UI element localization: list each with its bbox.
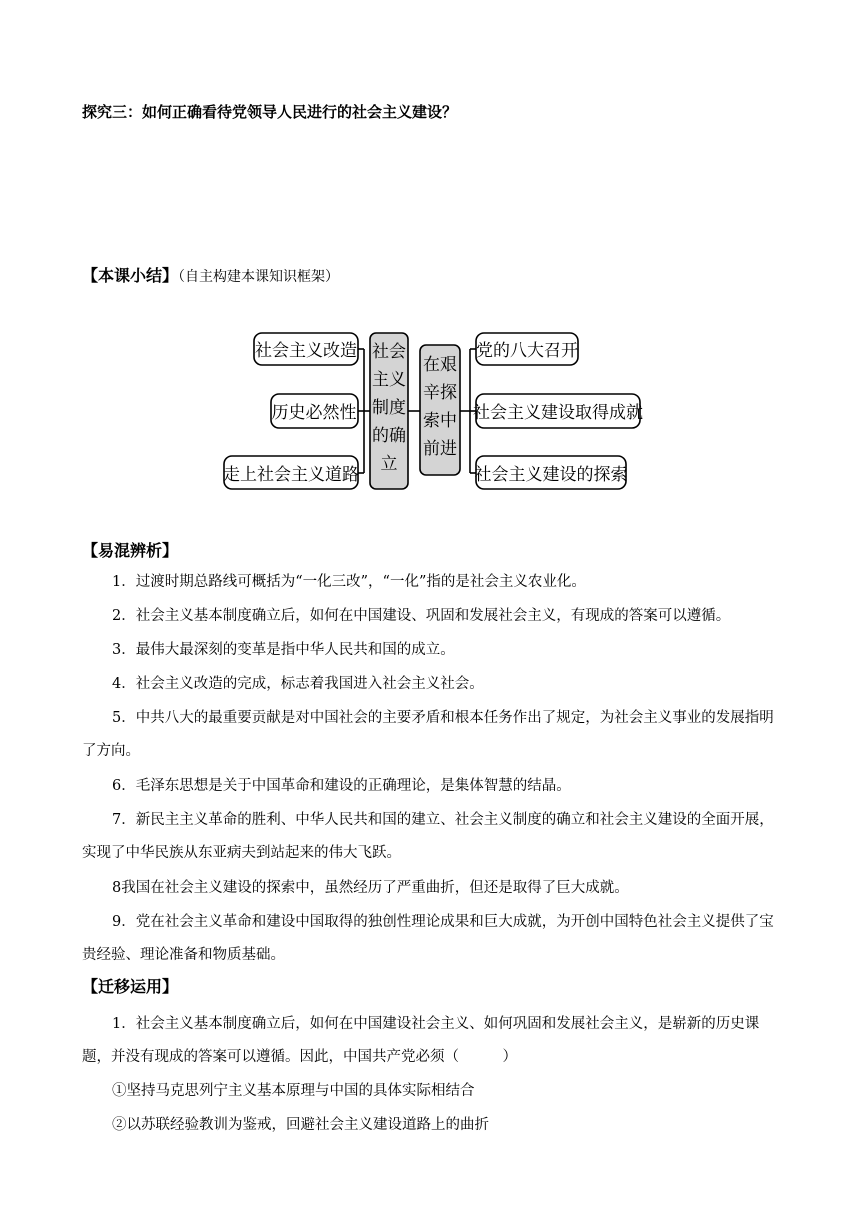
left-box-1 bbox=[254, 333, 358, 365]
left-bracket bbox=[358, 349, 370, 473]
center-right-line-1: 在艰 bbox=[423, 355, 457, 375]
right-box-3 bbox=[475, 456, 628, 489]
confusion-item-8: 8我国在社会主义建设的探索中，虽然经历了严重曲折，但还是取得了巨大成就。 bbox=[112, 880, 629, 896]
right-box-2 bbox=[473, 394, 643, 428]
center-box-system bbox=[370, 333, 408, 489]
left-box-1-label: 社会主义改造 bbox=[255, 341, 357, 361]
center-left-line-2: 主义 bbox=[372, 370, 406, 390]
confusion-heading: 【易混辨析】 bbox=[82, 541, 179, 560]
center-box-exploration bbox=[420, 345, 460, 475]
center-right-line-4: 前进 bbox=[423, 439, 457, 459]
left-box-2 bbox=[271, 394, 358, 428]
confusion-item-2: 2．社会主义基本制度确立后，如何在中国建设、巩固和发展社会主义，有现成的答案可以遵循。 bbox=[112, 608, 731, 624]
left-box-3 bbox=[223, 456, 359, 489]
confusion-item-3: 3．最伟大最深刻的变革是指中华人民共和国的成立。 bbox=[112, 642, 455, 658]
summary-subheading: （自主构建本课知识框架） bbox=[178, 269, 340, 285]
transfer-option-1: ①坚持马克思列宁主义基本原理与中国的具体实际相结合 bbox=[112, 1083, 475, 1099]
transfer-option-2: ②以苏联经验教训为鉴戒，回避社会主义建设道路上的曲折 bbox=[112, 1117, 489, 1133]
confusion-item-9: 9．党在社会主义革命和建设中国取得的独创性理论成果和巨大成就，为开创中国特色社会主义提供了宝贵经验、理论准备和物质基础。 bbox=[82, 914, 774, 963]
left-box-2-label: 历史必然性 bbox=[271, 403, 357, 423]
center-left-line-3: 制度 bbox=[372, 398, 406, 418]
confusion-item-4: 4．社会主义改造的完成，标志着我国进入社会主义社会。 bbox=[112, 676, 484, 692]
transfer-heading: 【迁移运用】 bbox=[82, 977, 179, 996]
section3-question: 探究三：如何正确看待党领导人民进行的社会主义建设？ bbox=[82, 103, 458, 121]
center-left-line-5: 立 bbox=[380, 454, 398, 474]
summary-heading: 【本课小结】 bbox=[82, 266, 179, 285]
confusion-item-5: 5．中共八大的最重要贡献是对中国社会的主要矛盾和根本任务作出了规定，为社会主义事业的发展指明了方向。 bbox=[82, 710, 774, 759]
confusion-item-1: 1．过渡时期总路线可概括为“一化三改”，“一化”指的是社会主义农业化。 bbox=[112, 574, 586, 590]
confusion-item-7: 7．新民主主义革命的胜利、中华人民共和国的建立、社会主义制度的确立和社会主义建设的全面开展，实现了中华民族从东亚病夫到站起来的伟大飞跃。 bbox=[82, 812, 774, 861]
right-box-1 bbox=[476, 333, 578, 365]
transfer-question-1: 1．社会主义基本制度确立后，如何在中国建设社会主义、如何巩固和发展社会主义，是崭新的历史课题，并没有现成的答案可以遵循。因此，中国共产党必须（ ） bbox=[82, 1016, 760, 1065]
left-box-3-label: 走上社会主义道路 bbox=[223, 465, 359, 485]
right-box-3-label: 社会主义建设的探索 bbox=[474, 465, 628, 485]
center-right-line-2: 辛探 bbox=[423, 383, 457, 403]
right-box-2-label: 社会主义建设取得成就 bbox=[473, 403, 643, 423]
right-box-1-label: 党的八大召开 bbox=[476, 341, 578, 361]
center-left-line-4: 的确 bbox=[372, 426, 406, 446]
confusion-item-6: 6．毛泽东思想是关于中国革命和建设的正确理论，是集体智慧的结晶。 bbox=[112, 778, 571, 794]
center-right-line-3: 索中 bbox=[423, 411, 457, 431]
knowledge-framework-diagram bbox=[0, 0, 860, 520]
center-left-line-1: 社会 bbox=[372, 342, 406, 362]
